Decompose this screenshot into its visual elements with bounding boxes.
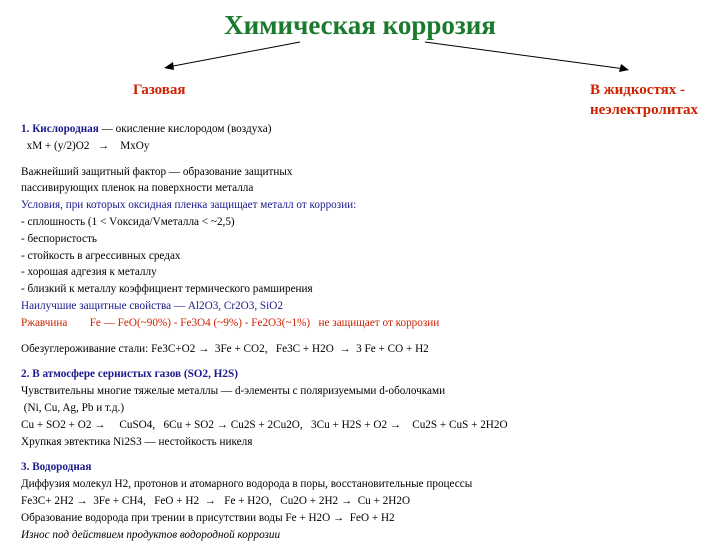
section1-heading-label: 1. Кислородная (21, 123, 99, 135)
condition-item: - близкий к металлу коэффициент термического рамширения (21, 283, 313, 296)
section2-line-4: Хрупкая эвтектика Ni2S3 — нестойкость никеля (21, 435, 253, 448)
arrow-right-head (619, 64, 629, 72)
arrow-left-head (164, 62, 174, 70)
section3-heading: 3. Водородная (21, 461, 92, 474)
section2-heading: 2. В атмосфере сернистых газов (SO2, H2S) (21, 368, 238, 381)
arrow-left-line (168, 42, 300, 67)
conditions-heading: Условия, при которых оксидная пленка защищает металл от коррозии: (21, 199, 357, 212)
factor-line-2: пассивирующих пленок на поверхности металла (21, 182, 254, 195)
decarburization-line: Обезуглероживание стали: Fe3C+O2 → 3Fe + CO2, Fe3C + H2O → 3 Fe + CO + H2 (21, 342, 429, 355)
section3-line-3: Образование водорода при трении в присутствии воды Fe + H2O → FeO + H2 (21, 511, 395, 524)
section2-line-2: (Ni, Cu, Ag, Pb и т.д.) (21, 401, 125, 414)
branch-gas: Газовая (133, 82, 186, 98)
rust-line: Ржавчина Fe — FeO(~90%) - Fe3O4 (~9%) - Fe2O3(~1%) не защищает от коррозии (21, 316, 440, 329)
condition-item: - стойкость в агрессивных средах (21, 249, 181, 262)
best-protection: Наилучшие защитные свойства — Al2O3, Cr2O3, SiO2 (21, 299, 283, 312)
condition-item: - хорошая адгезия к металлу (21, 266, 157, 279)
section1-heading-text: — окисление кислородом (воздуха) (98, 123, 272, 135)
branch-liquid (590, 80, 698, 120)
section2-line-1: Чувствительны многие тяжелые металлы — d-элементы с поляризуемыми d-оболочками (21, 385, 446, 398)
branch-liquid-line1: В жидкостях - (590, 82, 685, 98)
content-body (21, 121, 711, 543)
section1-heading (21, 121, 711, 138)
arrow-right-line (425, 42, 625, 69)
factor-line-1: Важнейший защитный фактор — образование защитных (21, 165, 293, 178)
slide-title: Химическая коррозия (224, 10, 496, 40)
section3-line-4: Износ под действием продуктов водородной коррозии (21, 528, 281, 541)
condition-item: - беспористость (21, 232, 97, 245)
condition-item: - сплошность (1 < Vоксида/Vметалла < ~2,5) (21, 215, 235, 228)
oxidation-equation: xM + (y/2)O2 → MxOy (21, 139, 150, 152)
section3-line-1: Диффузия молекул H2, протонов и атомарного водорода в поры, восстановительные процессы (21, 478, 473, 491)
branch-liquid-line2: неэлектролитах (590, 102, 699, 118)
section2-line-3: Cu + SO2 + O2 → CuSO4, 6Cu + SO2 → Cu2S + 2Cu2O, 3Cu + H2S + O2 → Cu2S + CuS + 2H2O (21, 418, 508, 431)
section3-line-2: Fe3C+ 2H2 → 3Fe + CH4, FeO + H2 → Fe + H2O, Cu2O + 2H2 → Cu + 2H2O (21, 494, 411, 507)
